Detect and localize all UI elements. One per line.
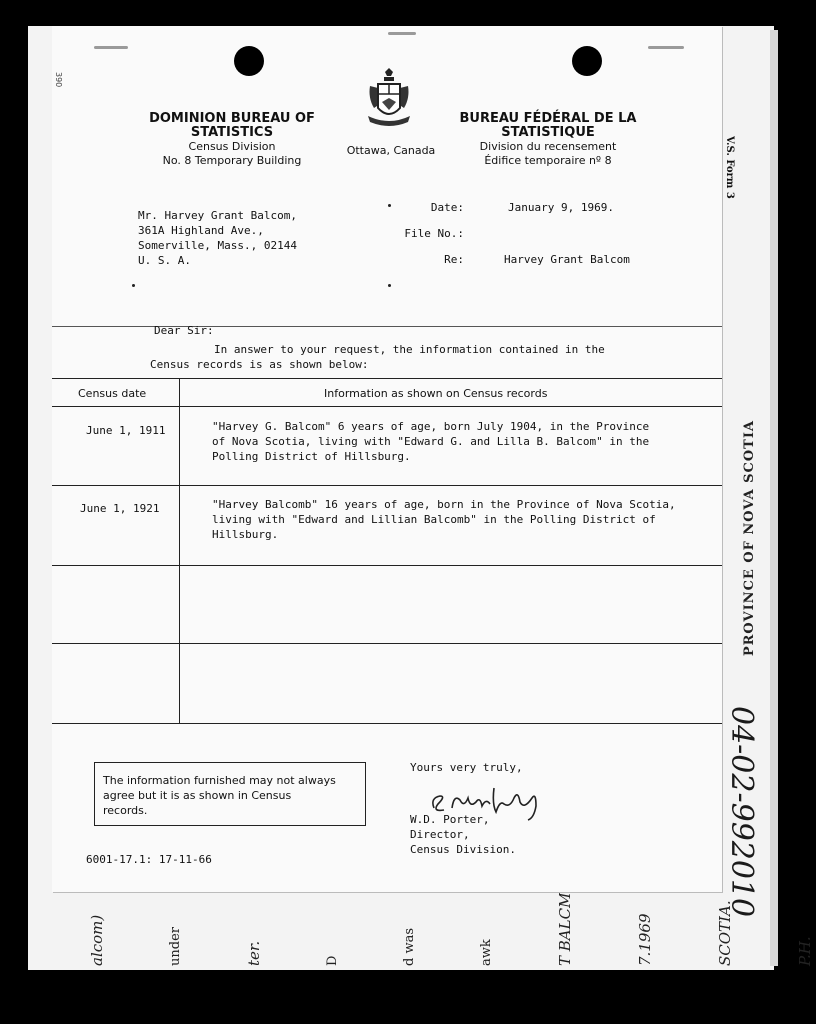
back-fragment: SCOTIA. [716, 900, 734, 966]
address-line: 361A Highland Ave., [138, 224, 264, 237]
info-line: "Harvey Balcomb" 16 years of age, born in the Province of Nova Scotia, [212, 498, 676, 511]
column-header-census-date: Census date [78, 387, 147, 400]
back-sheet-edge [770, 30, 778, 966]
back-fragment: d was [402, 927, 417, 966]
signatory-division: Census Division. [410, 843, 516, 856]
disclaimer-box [94, 762, 366, 826]
intro-line: In answer to your request, the information contained in the [214, 343, 605, 356]
file-number-label: File No.: [404, 227, 464, 240]
info-line: "Harvey G. Balcom" 6 years of age, born July 1904, in the Province [212, 420, 650, 433]
column-header-information: Information as shown on Census records [324, 387, 548, 400]
address-line: Somerville, Mass., 02144 [138, 239, 297, 252]
disclaimer-line: The information furnished may not always [103, 774, 336, 787]
window-corner-mark [388, 284, 391, 287]
recipient-address [138, 208, 297, 268]
back-fragment: awk [479, 939, 494, 966]
table-row-divider [52, 643, 722, 644]
coat-of-arms-icon [364, 68, 414, 134]
back-bottom-strip [48, 888, 814, 966]
punch-hole [234, 46, 264, 76]
intro-line: Census records is as shown below: [150, 358, 369, 371]
date-label: Date: [430, 201, 464, 214]
side-province-label: PROVINCE OF NOVA SCOTIA [742, 420, 757, 657]
fold-line [52, 326, 722, 327]
date-value: January 9, 1969. [508, 201, 614, 214]
back-fragment: under [168, 927, 183, 966]
address-line: Mr. Harvey Grant Balcom, [138, 209, 297, 222]
back-fragment: ter. [245, 940, 263, 966]
disclaimer-line: agree but it is as shown in Census [103, 789, 292, 802]
staple-mark [648, 46, 684, 49]
window-corner-mark [132, 284, 135, 287]
letterhead-french [432, 112, 664, 168]
back-fragment: T BALCM [556, 892, 574, 966]
closing: Yours very truly, [410, 761, 523, 774]
division-fr: Division du recensement [479, 140, 617, 153]
row-1921-date: June 1, 1921 [80, 502, 160, 515]
staple-mark [94, 46, 128, 49]
back-fragment: D [325, 955, 340, 966]
letterhead-english [122, 112, 342, 168]
row-1921-info [212, 497, 702, 542]
row-1911-date: June 1, 1911 [86, 424, 166, 437]
staple-mark [388, 32, 416, 35]
back-fragment: alcom) [88, 914, 106, 966]
city-label: Ottawa, Canada [346, 144, 436, 157]
bureau-title-fr: BUREAU FÉDÉRAL DE LA STATISTIQUE [459, 111, 637, 140]
info-line: Hillsburg. [212, 528, 279, 541]
bureau-title-en: DOMINION BUREAU OF STATISTICS [149, 111, 315, 140]
census-records-table [52, 378, 722, 724]
margin-mark: 390 [54, 72, 63, 88]
building-en: No. 8 Temporary Building [162, 154, 302, 167]
info-line: Polling District of Hillsburg. [212, 450, 411, 463]
greeting: Dear Sir: [154, 324, 214, 337]
re-value: Harvey Grant Balcom [504, 253, 630, 266]
signatory-title: Director, [410, 828, 470, 841]
signatory-block [410, 812, 516, 857]
punch-hole [572, 46, 602, 76]
re-label: Re: [444, 253, 464, 266]
handwritten-file-number: 04-02-992010 [724, 706, 759, 918]
disclaimer-line: records. [103, 804, 148, 817]
form-number: 6001-17.1: 17-11-66 [86, 853, 212, 866]
back-fragment: P.H. [796, 936, 814, 966]
building-fr: Édifice temporaire nº 8 [484, 154, 612, 167]
table-row-divider [52, 406, 722, 407]
row-1911-info [212, 419, 702, 464]
intro-paragraph [150, 342, 670, 372]
table-row-divider [52, 485, 722, 486]
census-letter [52, 26, 722, 892]
side-form-label: V.S. Form 3 [724, 136, 735, 199]
back-fragment: 7.1969 [636, 913, 654, 966]
table-row-divider [52, 565, 722, 566]
info-line: living with "Edward and Lillian Balcomb" in the Polling District of [212, 513, 656, 526]
address-line: U. S. A. [138, 254, 191, 267]
signatory-name: W.D. Porter, [410, 813, 490, 826]
info-line: of Nova Scotia, living with "Edward G. and Lilla B. Balcom" in the [212, 435, 650, 448]
division-en: Census Division [188, 140, 276, 153]
